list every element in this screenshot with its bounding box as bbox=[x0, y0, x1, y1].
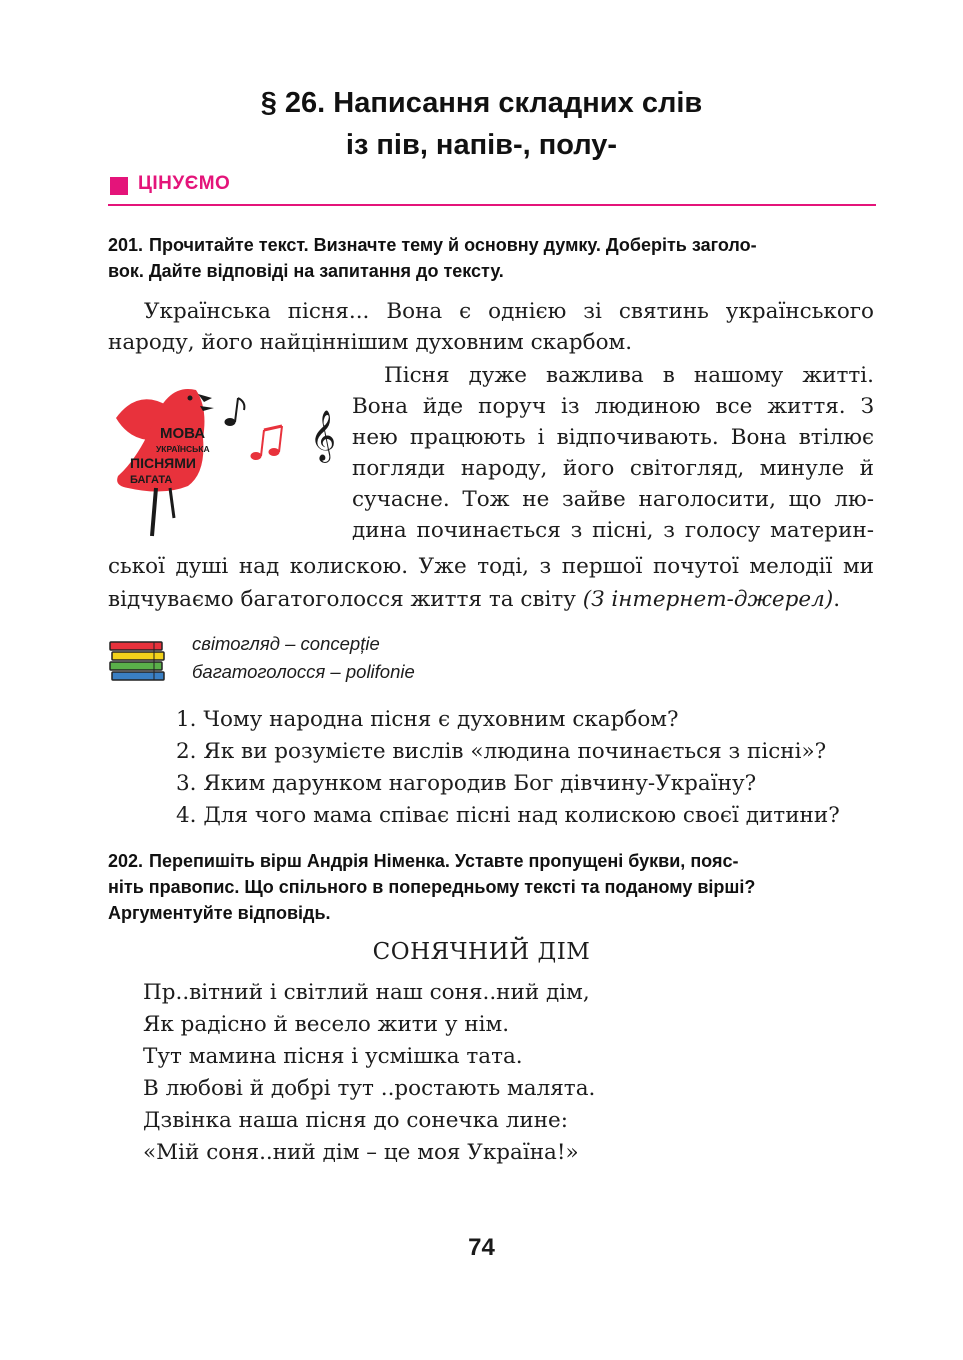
books-icon bbox=[108, 640, 168, 690]
poem-line-3: Тут мамина пісня і усмішка тата. bbox=[143, 1044, 523, 1069]
music-note-icon bbox=[225, 398, 244, 426]
text-line-1: Українська пісня... Вона є однією зі святинь українського bbox=[144, 299, 874, 324]
text-line-4: Вона йде поруч із людиною все життя. З bbox=[352, 394, 874, 419]
text-line-2: народу, його найціннішим духовним скарбом. bbox=[108, 330, 633, 355]
bird-word-3: ПІСНЯМИ bbox=[130, 455, 196, 471]
question-1: 1. Чому народна пісня є духовним скарбом? bbox=[176, 707, 679, 732]
text-end: . bbox=[833, 587, 841, 612]
task-202-number: 202. bbox=[108, 851, 144, 871]
text-line-3: Пісня дуже важлива в нашому житті. bbox=[384, 363, 874, 388]
task-201-line-2: вок. Дайте відповіді на запитання до тексту. bbox=[108, 261, 504, 281]
bird-eye-shape bbox=[188, 396, 193, 401]
question-4: 4. Для чого мама співає пісні над колискою своєї дитини? bbox=[176, 803, 840, 828]
vocab-entry-1: світогляд – concepție bbox=[192, 633, 380, 654]
page-title bbox=[0, 82, 963, 166]
section-label: ЦІНУЄМО bbox=[138, 173, 231, 194]
task-202-line-2: ніть правопис. Що спільного в попередньому тексті та поданому вірші? bbox=[108, 877, 756, 897]
task-202 bbox=[108, 848, 876, 926]
bird-leg-right bbox=[170, 488, 174, 518]
section-square-icon bbox=[110, 177, 128, 195]
poem-line-4: В любові й добрі тут ..ростають малята. bbox=[143, 1076, 596, 1101]
task-201-line-1: Прочитайте текст. Визначте тему й основну думку. Доберіть заголо- bbox=[149, 235, 757, 255]
text-line-6: погляди народу, його світогляд, минуле й bbox=[352, 456, 874, 481]
task-201-number: 201. bbox=[108, 235, 144, 255]
vocab-entry-2: багатоголосся – polifonie bbox=[192, 661, 415, 682]
double-note-icon bbox=[251, 426, 282, 460]
page-number: 74 bbox=[468, 1234, 495, 1261]
poem-line-6: «Мій соня..ний дім – це моя Україна!» bbox=[143, 1140, 579, 1165]
bird-word-1: МОВА bbox=[160, 425, 206, 442]
text-line-5: нею працюють і відпочивають. Вона втілює bbox=[352, 425, 874, 450]
bird-leg-left bbox=[152, 488, 156, 536]
text-line-8: дина починається з пісні, з голосу материн- bbox=[352, 518, 874, 543]
text-line-9: ської душі над колискою. Уже тоді, з першої почутої мелодії ми bbox=[108, 554, 874, 579]
text-line-10 bbox=[108, 584, 874, 615]
section-header bbox=[108, 172, 876, 206]
question-3: 3. Яким дарунком нагородив Бог дівчину-Україну? bbox=[176, 771, 757, 796]
task-201 bbox=[108, 232, 876, 284]
poem-line-5: Дзвінка наша пісня до сонечка лине: bbox=[143, 1108, 569, 1133]
title-line-2: із пів, напів-, полу- bbox=[345, 129, 618, 161]
text-line-7: сучасне. Тож не зайве наголосити, що лю- bbox=[352, 487, 874, 512]
text-source: (З інтернет-джерел) bbox=[582, 587, 834, 612]
poem-line-1: Пр..вітний і світлий наш соня..ний дім, bbox=[143, 980, 590, 1005]
singing-bird-illustration bbox=[108, 378, 348, 538]
bird-word-4: БАГАТА bbox=[130, 474, 173, 486]
question-2: 2. Як ви розумієте вислів «людина починається з пісні»? bbox=[176, 739, 827, 764]
task-202-line-1: Перепишіть вірш Андрія Німенка. Уставте пропущені букви, пояс- bbox=[149, 851, 739, 871]
task-202-line-3: Аргументуйте відповідь. bbox=[108, 903, 331, 923]
poem-title: СОНЯЧНИЙ ДІМ bbox=[372, 939, 591, 965]
bird-word-2: УКРАЇНСЬКА bbox=[156, 444, 210, 454]
treble-clef-icon: 𝄞 bbox=[310, 410, 337, 461]
title-line-1: § 26. Написання складних слів bbox=[260, 87, 703, 119]
text-line-10-main: відчуваємо багатоголосся життя та світу bbox=[108, 587, 576, 612]
poem-line-2: Як радісно й весело жити у нім. bbox=[143, 1012, 510, 1037]
